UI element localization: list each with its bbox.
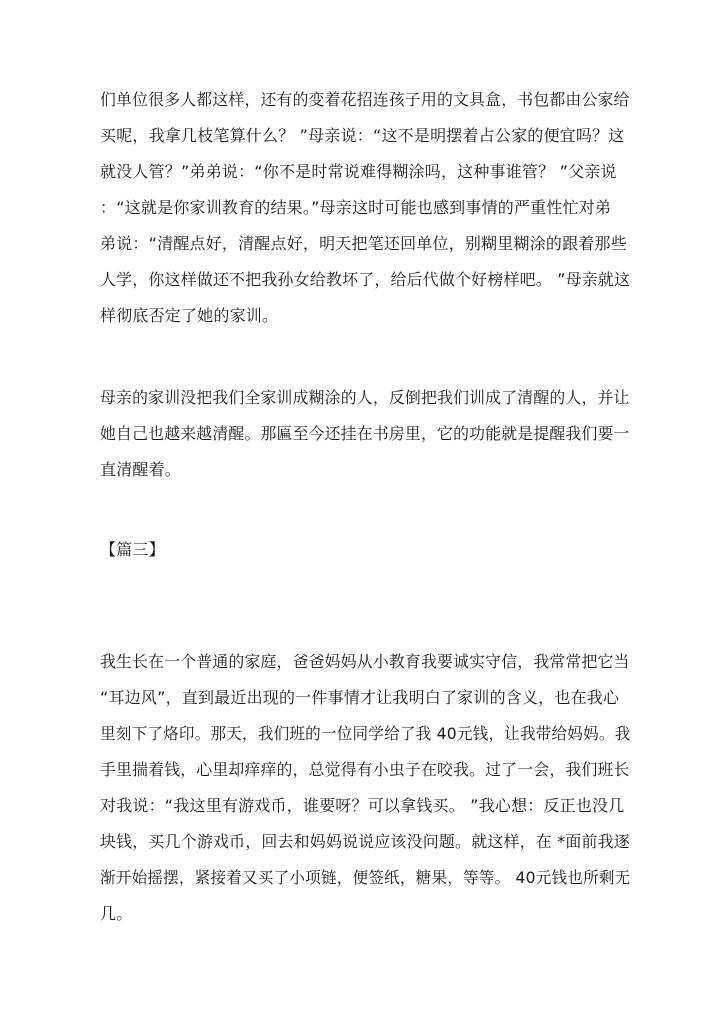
paragraph-1-line-6: 人学，你这样做还不把我孙女给教坏了，给后代做个好榜样吧。 ”母亲就这 xyxy=(100,270,631,289)
paragraph-3-line-8: 几。 xyxy=(100,904,133,923)
paragraph-3-line-7: 渐开始摇摆，紧接着又买了小项链，便签纸，糖果，等等。 40元钱也所剩无 xyxy=(100,868,631,887)
paragraph-3-line-1: 我生长在一个普通的家庭，爸爸妈妈从小教育我要诚实守信，我常常把它当 xyxy=(100,652,630,671)
paragraph-3-line-4: 手里揣着钱，心里却痒痒的，总觉得有小虫子在咬我。过了一会，我们班长 xyxy=(100,760,630,779)
paragraph-3-line-2: “耳边风”，直到最近出现的一件事情才让我明白了家训的含义，也在我心 xyxy=(100,688,620,707)
paragraph-1-line-7: 样彻底否定了她的家训。 xyxy=(100,306,279,325)
section-heading: 【篇三】 xyxy=(100,540,165,559)
paragraph-1-line-5: 弟说：“清醒点好，清醒点好，明天把笔还回单位，别糊里糊涂的跟着那些 xyxy=(100,234,627,253)
paragraph-1-line-1: 们单位很多人都这样，还有的变着花招连孩子用的文具盒，书包都由公家给 xyxy=(100,90,630,109)
paragraph-3-line-5: 对我说：“我这里有游戏币，谁要呀？可以拿钱买。 ”我心想：反正也没几 xyxy=(100,796,625,815)
paragraph-2-line-2: 她自己也越来越清醒。那匾至今还挂在书房里，它的功能就是提醒我们要一 xyxy=(100,424,630,443)
paragraph-1-line-2: 买呢，我拿几枝笔算什么？ ”母亲说：“这不是明摆着占公家的便宜吗？这 xyxy=(100,126,625,145)
paragraph-3-line-6: 块钱，买几个游戏币，回去和妈妈说说应该没问题。就这样，在 *面前我逐 xyxy=(100,832,630,851)
paragraph-1-line-3: 就没人管？”弟弟说：“你不是时常说难得糊涂吗，这种事谁管？ ”父亲说 xyxy=(100,162,617,181)
paragraph-3-line-3: 里刻下了烙印。那天，我们班的一位同学给了我 40元钱，让我带给妈妈。我 xyxy=(100,724,631,743)
paragraph-2-line-3: 直清醒着。 xyxy=(100,460,182,479)
paragraph-2-line-1: 母亲的家训没把我们全家训成糊涂的人，反倒把我们训成了清醒的人，并让 xyxy=(100,388,630,407)
paragraph-1-line-4: ：“这就是你家训教育的结果。”母亲这时可能也感到事情的严重性忙对弟 xyxy=(100,198,612,217)
